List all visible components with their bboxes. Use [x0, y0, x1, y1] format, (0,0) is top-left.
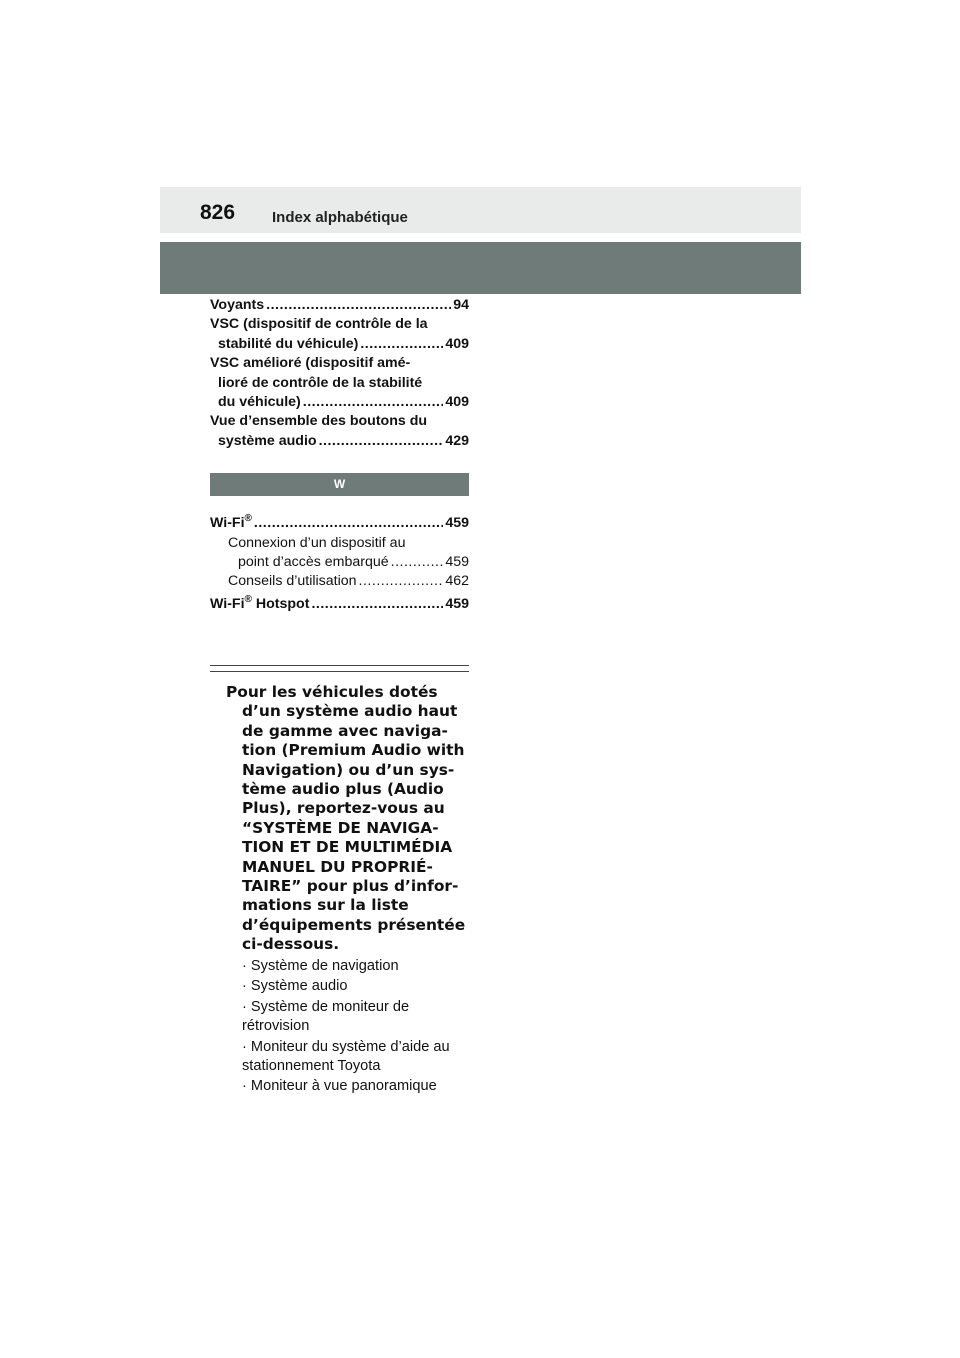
entry-label: VSC amélioré (dispositif amé- [210, 355, 411, 372]
leader-dots [391, 553, 444, 572]
leader-dots [319, 432, 444, 451]
leader-dots [311, 595, 443, 614]
entry-page[interactable]: 94 [453, 297, 469, 313]
page-title: Index alphabétique [272, 209, 408, 226]
entry-page[interactable]: 409 [445, 335, 469, 352]
leader-dots [266, 296, 451, 315]
index-subentry-connexion [210, 534, 469, 573]
entry-label: stabilité du véhicule) [218, 335, 359, 352]
entry-label: Wi-Fi® [210, 513, 252, 532]
entry-label: point d’accès embarqué [238, 554, 389, 571]
index-entry-voyants [210, 296, 469, 315]
list-item: · Moniteur du système d’aide au stationnement Toyota [242, 1038, 450, 1075]
entry-label: Conseils d’utilisation [228, 573, 357, 590]
header-band [160, 187, 801, 233]
entry-page[interactable]: 459 [445, 554, 469, 571]
index-entry-vue-ensemble [210, 412, 469, 451]
note-paragraph [226, 683, 471, 955]
list-item: · Système audio [242, 978, 348, 995]
list-item: · Système de moniteur de rétrovision [242, 998, 410, 1035]
entry-page[interactable]: 459 [445, 515, 469, 532]
registered-mark: ® [244, 593, 252, 605]
entry-page[interactable]: 429 [445, 432, 469, 449]
equipment-list [242, 957, 472, 1098]
entry-page[interactable]: 409 [445, 394, 469, 411]
note-rest: d’un système audio haut de gamme avec naviga-tion (Premium Audio with Navigation) ou d’un sys-tème audio plus (Audio Plus), reportez-vous au “SYSTÈME DE NAVIGA-TION ET DE MULTIMÉDIA MANUEL DU PROPRIÉ-TAIRE” pour plus d’infor-mations sur la liste d’équipements présentée ci-dessous. [242, 702, 466, 954]
entry-label: Vue d’ensemble des boutons du [210, 413, 428, 430]
note-first-line: Pour les véhicules dotés [226, 683, 438, 701]
entry-label: lioré de contrôle de la stabilité [218, 374, 423, 391]
entry-page[interactable]: 462 [445, 573, 469, 590]
index-column [210, 296, 469, 614]
entry-page[interactable]: 459 [445, 595, 469, 612]
leader-dots [360, 335, 443, 354]
entry-label: Voyants [210, 297, 265, 313]
leader-dots [254, 514, 443, 533]
index-entry-wifi [210, 514, 469, 533]
registered-mark: ® [244, 513, 252, 525]
double-rule-divider [210, 665, 469, 672]
index-entry-wifi-hotspot [210, 595, 469, 614]
index-entry-vsc [210, 315, 469, 354]
leader-dots [303, 393, 444, 412]
entry-label: Wi-Fi® Hotspot [210, 593, 310, 612]
section-banner [160, 242, 801, 294]
entry-label: VSC (dispositif de contrôle de la [210, 316, 428, 333]
note-block [226, 683, 471, 955]
entry-label: du véhicule) [218, 394, 301, 411]
section-letter-w: W [210, 473, 469, 496]
index-subentry-conseils [210, 572, 469, 591]
list-item: · Moniteur à vue panoramique [242, 1078, 437, 1095]
leader-dots [359, 572, 444, 591]
index-entry-vsc-ameliore [210, 354, 469, 412]
page-number: 826 [200, 201, 236, 224]
entry-label: Connexion d’un dispositif au [228, 534, 406, 551]
list-item: · Système de navigation [242, 958, 399, 974]
entry-label: système audio [218, 432, 317, 449]
